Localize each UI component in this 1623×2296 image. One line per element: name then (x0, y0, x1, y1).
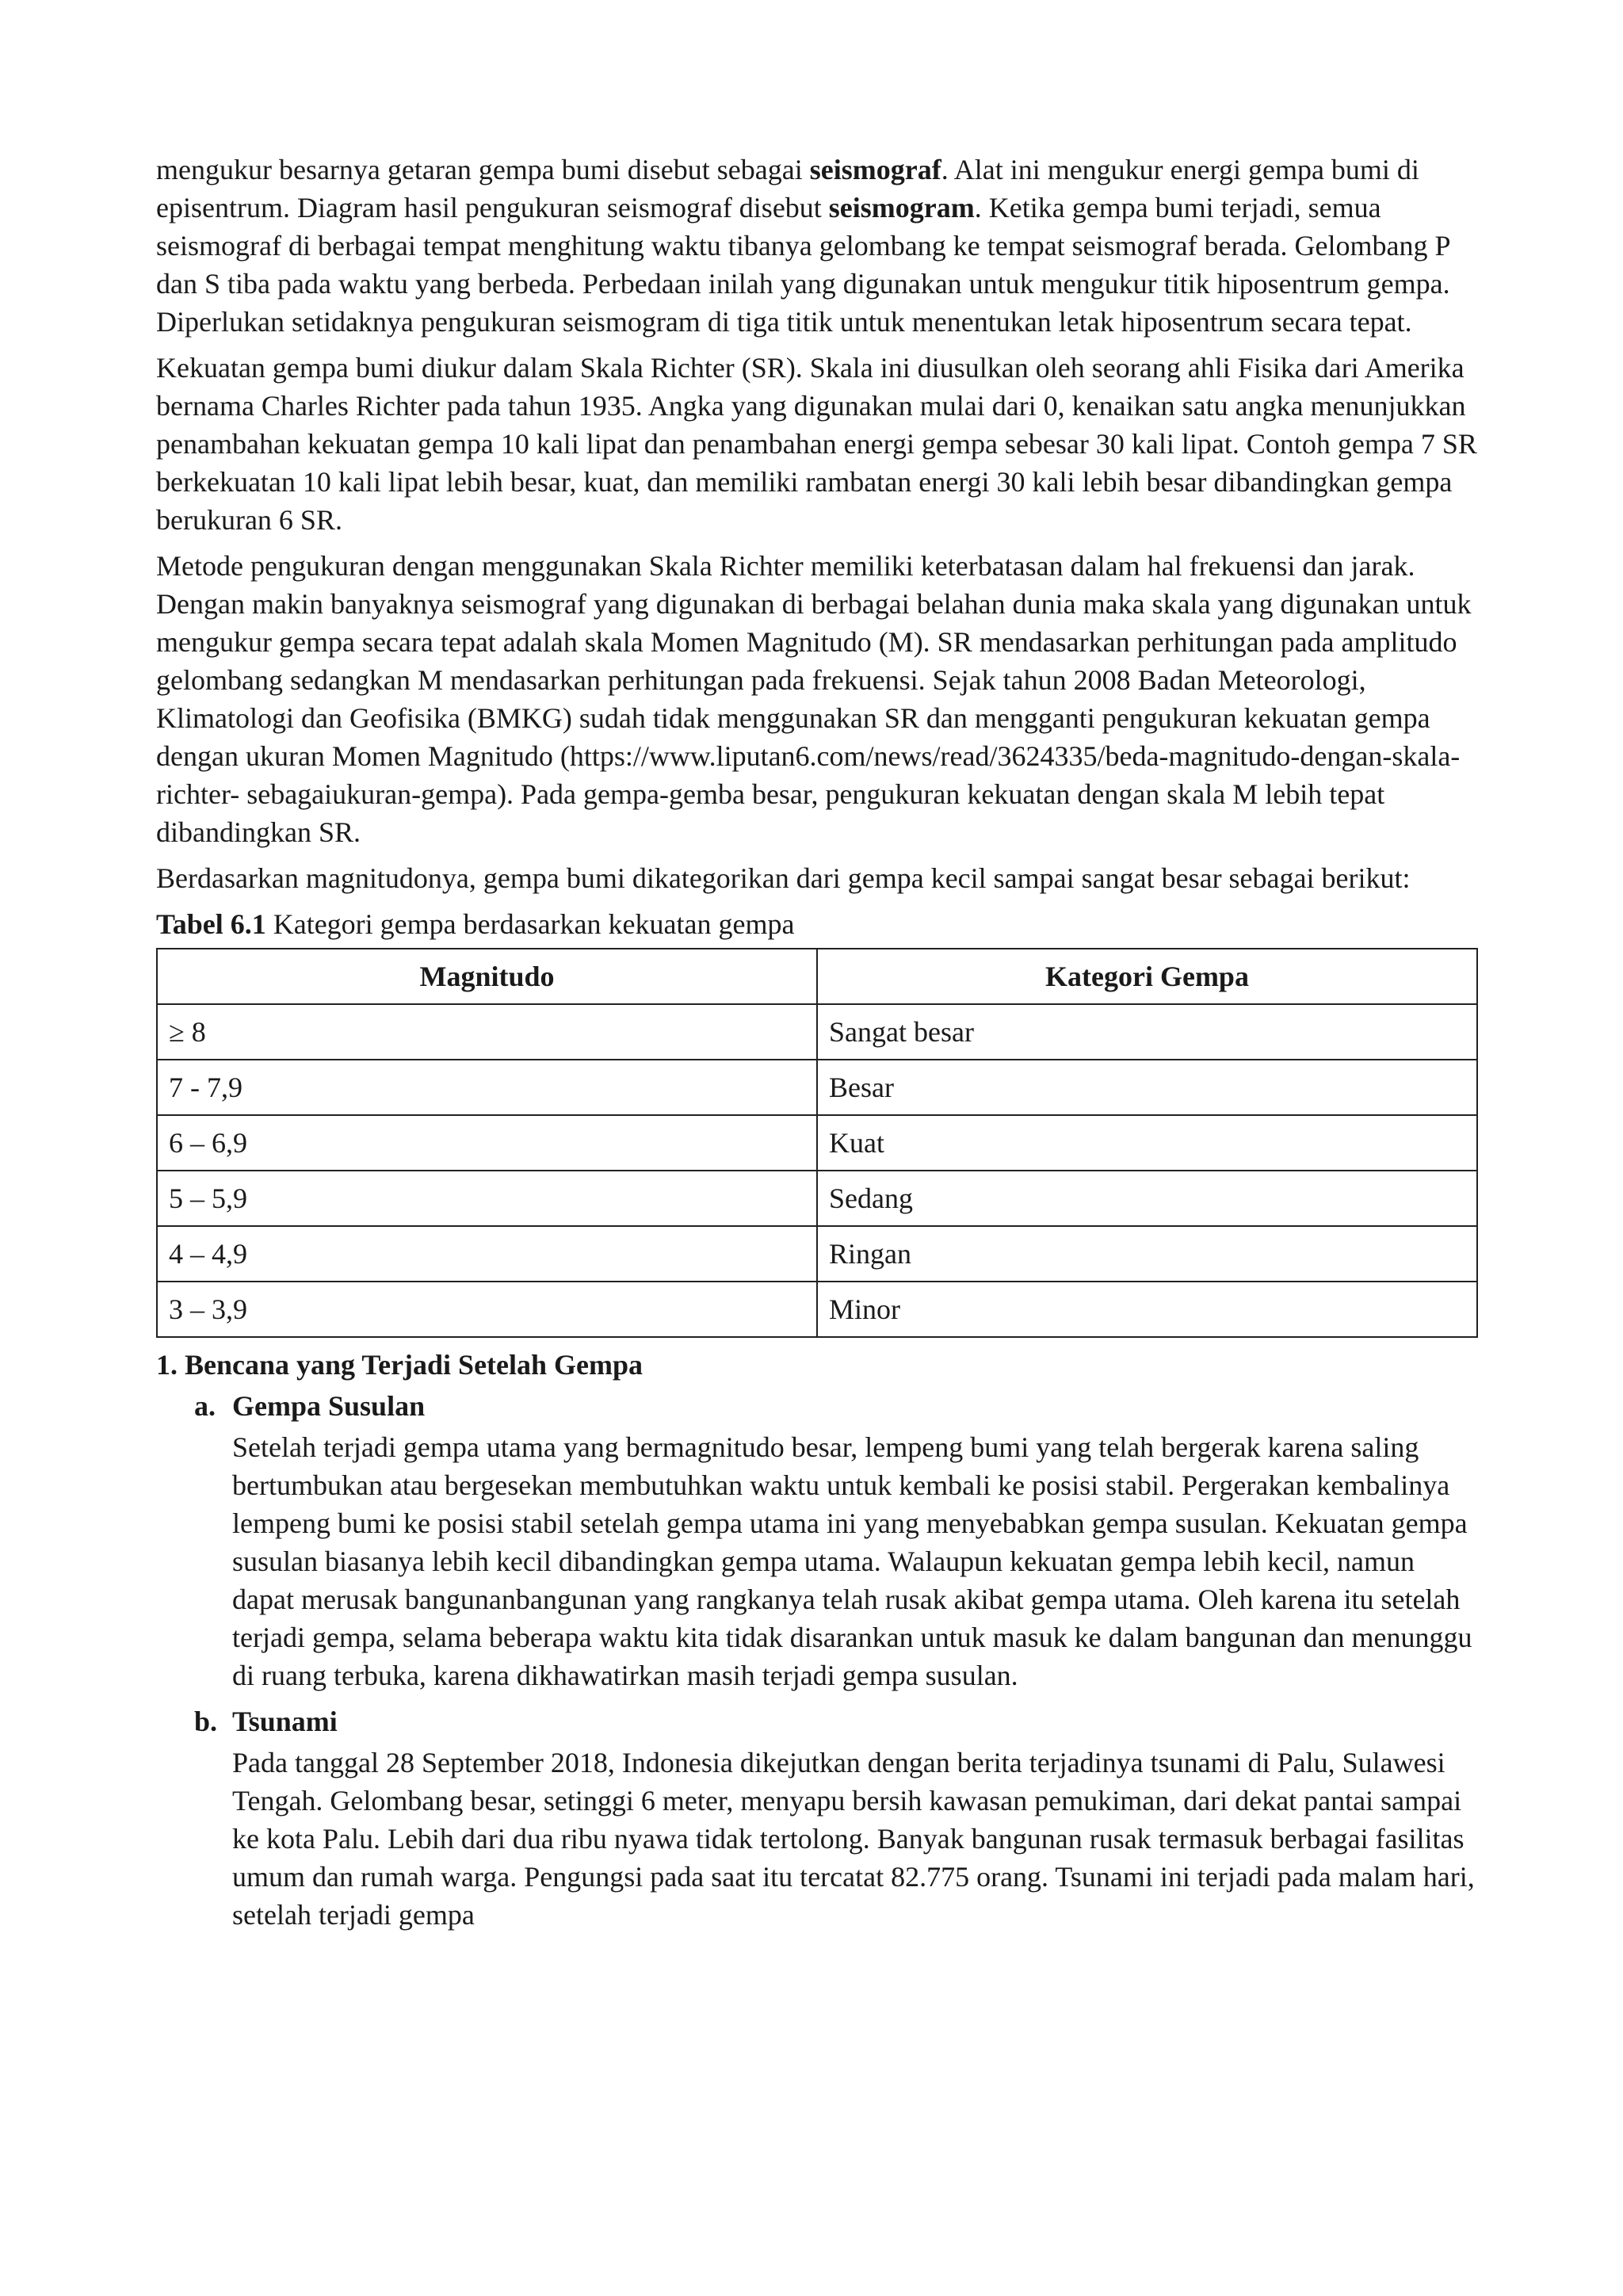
header-kategori-gempa: Kategori Gempa (817, 949, 1477, 1004)
paragraph-gempa-susulan: Setelah terjadi gempa utama yang bermagnitudo besar, lempeng bumi yang telah bergerak karena saling bertumbukan atau bergesekan membutuhkan waktu untuk kembali ke posisi stabil. Pergerakan kembalinya lempeng bumi ke posisi stabil setelah gempa utama ini yang menyebabkan gempa susulan. Kekuatan gempa susulan biasanya lebih kecil dibandingkan gempa utama. Walaupun kekuatan gempa lebih kecil, namun dapat merusak bangunanbangunan yang rangkanya telah rusak akibat gempa utama. Oleh karena itu setelah terjadi gempa, selama beberapa waktu kita tidak disarankan untuk masuk ke dalam bangunan dan menunggu di ruang terbuka, karena dikhawatirkan masih terjadi gempa susulan. (232, 1431, 1472, 1691)
table-header-row (157, 949, 1477, 1004)
cell-kategori: Sangat besar (817, 1004, 1477, 1060)
table-row (157, 1060, 1477, 1115)
subsection-heading-tsunami (194, 1702, 1478, 1740)
subsection-heading-gempa-susulan (194, 1387, 1478, 1425)
cell-magnitudo: 5 – 5,9 (157, 1171, 817, 1226)
cell-magnitudo: 4 – 4,9 (157, 1226, 817, 1282)
paragraph-seismograf: mengukur besarnya getaran gempa bumi disebut sebagai seismograf. Alat ini mengukur energi gempa bumi di episentrum. Diagram hasil pengukuran seismograf disebut seismogram. Ketika gempa bumi terjadi, semua seismograf di berbagai tempat menghitung waktu tibanya gelombang ke tempat seismograf berada. Gelombang P dan S tiba pada waktu yang berbeda. Perbedaan inilah yang digunakan untuk mengukur titik hiposentrum gempa. Diperlukan setidaknya pengukuran seismogram di tiga titik untuk menentukan letak hiposentrum secara tepat. (156, 154, 1450, 338)
table-row (157, 1171, 1477, 1226)
subsection-title: Tsunami (232, 1706, 338, 1737)
table-row (157, 1282, 1477, 1337)
cell-kategori: Besar (817, 1060, 1477, 1115)
table-row (157, 1226, 1477, 1282)
table-caption-text: Kategori gempa berdasarkan kekuatan gempa (265, 908, 795, 940)
table-caption-label: Tabel 6.1 (156, 908, 266, 940)
cell-kategori: Minor (817, 1282, 1477, 1337)
subsection-letter: a. (194, 1390, 216, 1422)
cell-magnitudo: 7 - 7,9 (157, 1060, 817, 1115)
header-magnitudo: Magnitudo (157, 949, 817, 1004)
paragraph-momen-magnitudo: Metode pengukuran dengan menggunakan Skala Richter memiliki keterbatasan dalam hal frekuensi dan jarak. Dengan makin banyaknya seismograf yang digunakan di berbagai belahan dunia maka skala yang digunakan untuk mengukur gempa secara tepat adalah skala Momen Magnitudo (M). SR mendasarkan perhitungan pada amplitudo gelombang sedangkan M mendasarkan perhitungan pada frekuensi. Sejak tahun 2008 Badan Meteorologi, Klimatologi dan Geofisika (BMKG) sudah tidak menggunakan SR dan mengganti pengukuran kekuatan gempa dengan ukuran Momen Magnitudo (https://www.liputan6.com/news/read/3624335/beda-magnitudo-dengan-skala-richter- sebagaiukuran-gempa). Pada gempa-gemba besar, pengukuran kekuatan dengan skala M lebih tepat dibandingkan SR. (156, 550, 1472, 848)
section-heading: 1. Bencana yang Terjadi Setelah Gempa (156, 1349, 643, 1381)
document-page (156, 151, 1478, 1942)
table-caption (156, 905, 1478, 943)
paragraph-tsunami: Pada tanggal 28 September 2018, Indonesia dikejutkan dengan berita terjadinya tsunami di Palu, Sulawesi Tengah. Gelombang besar, setinggi 6 meter, menyapu bersih kawasan pemukiman, dari dekat pantai sampai ke kota Palu. Lebih dari dua ribu nyawa tidak tertolong. Banyak bangunan rusak termasuk berbagai fasilitas umum dan rumah warga. Pengungsi pada saat itu tercatat 82.775 orang. Tsunami ini terjadi pada malam hari, setelah terjadi gempa (232, 1747, 1475, 1931)
cell-kategori: Ringan (817, 1226, 1477, 1282)
cell-magnitudo: 3 – 3,9 (157, 1282, 817, 1337)
paragraph-kategori-intro: Berdasarkan magnitudonya, gempa bumi dikategorikan dari gempa kecil sampai sangat besar sebagai berikut: (156, 862, 1411, 894)
paragraph-skala-richter: Kekuatan gempa bumi diukur dalam Skala Richter (SR). Skala ini diusulkan oleh seorang ahli Fisika dari Amerika bernama Charles Richter pada tahun 1935. Angka yang digunakan mulai dari 0, kenaikan satu angka menunjukkan penambahan kekuatan gempa 10 kali lipat dan penambahan energi gempa sebesar 30 kali lipat. Contoh gempa 7 SR berkekuatan 10 kali lipat lebih besar, kuat, dan memiliki rambatan energi 30 kali lebih besar dibandingkan gempa berukuran 6 SR. (156, 352, 1477, 536)
cell-magnitudo: 6 – 6,9 (157, 1115, 817, 1171)
magnitude-category-table (156, 948, 1478, 1338)
cell-kategori: Sedang (817, 1171, 1477, 1226)
table-row (157, 1115, 1477, 1171)
cell-magnitudo: ≥ 8 (157, 1004, 817, 1060)
subsection-title: Gempa Susulan (232, 1390, 426, 1422)
cell-kategori: Kuat (817, 1115, 1477, 1171)
term-seismogram: seismogram (828, 192, 975, 223)
term-seismograf: seismograf (809, 154, 941, 185)
table-row (157, 1004, 1477, 1060)
subsection-letter: b. (194, 1706, 218, 1737)
